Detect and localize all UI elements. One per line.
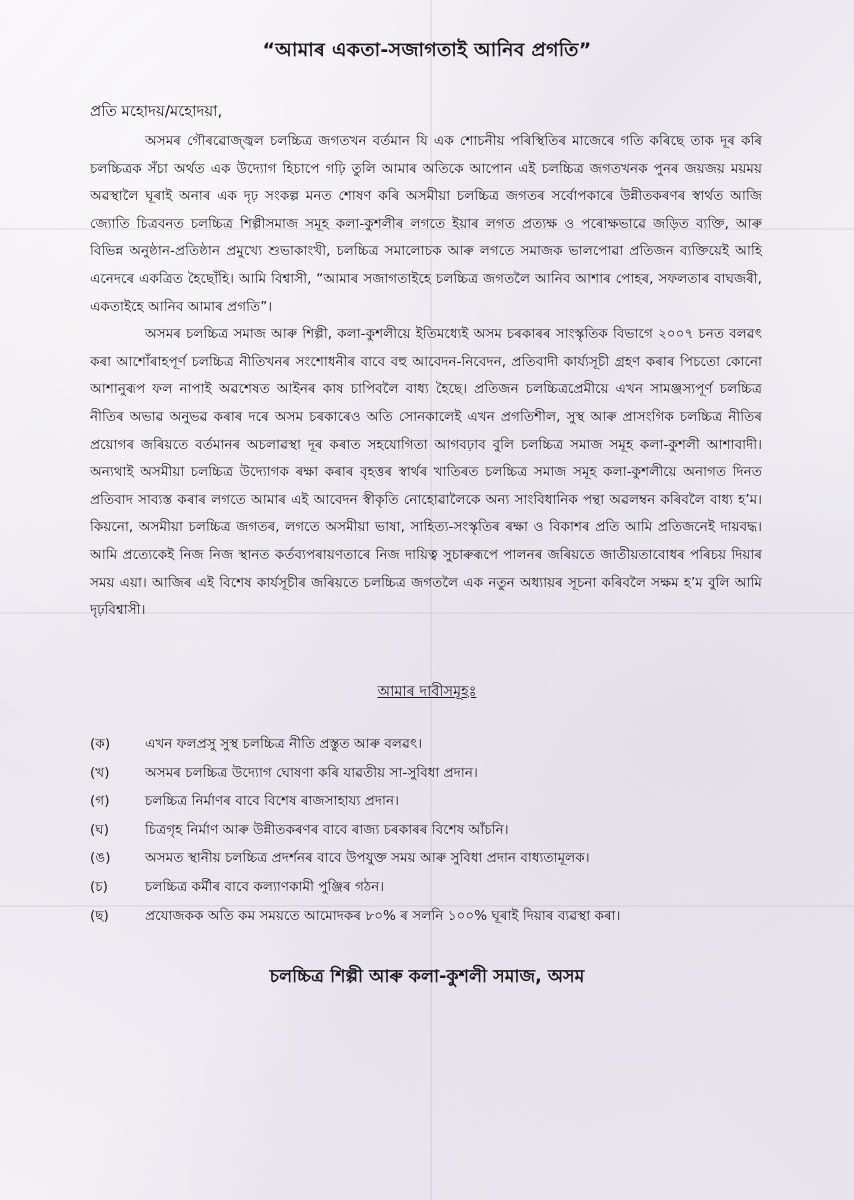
demand-text: প্ৰযোজকক অতি কম সময়তে আমোদকৰ ৮০% ৰ সলনি ১০০% ঘূৰাই দিয়াৰ ব্যৱস্থা কৰা।	[145, 907, 621, 924]
letter-body	[90, 128, 762, 625]
demand-item	[90, 902, 790, 931]
demand-marker: (খ)	[90, 764, 110, 781]
demand-marker: (গ)	[90, 793, 110, 810]
body-paragraph: অসমৰ চলচ্চিত্ৰ সমাজ আৰু শিল্পী, কলা-কুশলীয়ে ইতিমধ্যেই অসম চৰকাৰৰ সাংস্কৃতিক বিভাগে ২০০৭ চনত বলৱৎ কৰা আশোঁৰাহপূৰ্ণ চলচ্চিত্ৰ নীতিখনৰ সংশোধনীৰ বাবে বহু আবেদন-নিবেদন, প্ৰতিবাদী কাৰ্য্যসূচী গ্ৰহণ কৰাৰ পিচতো কোনো আশানুৰূপ ফল নাপাই অৱশেষত আইনৰ কাষ চাপিবলৈ বাধ্য হৈছে। প্ৰতিজন চলচ্চিত্ৰপ্ৰেমীয়ে এখন সামঞ্জস্যপূৰ্ণ চলচ্চিত্ৰ নীতিৰ অভাৱ অনুভৱ কৰাৰ দৰে অসম চৰকাৰেও অতি সোনকালেই এখন প্ৰগতিশীল, সুস্থ আৰু প্ৰাসংগিক চলচ্চিত্ৰ নীতিৰ প্ৰয়োগৰ জৰিয়তে বৰ্তমানৰ অচলাৱস্থা দূৰ কৰাত সহযোগিতা আগবঢ়াব বুলি চলচ্চিত্ৰ সমাজ সমূহ কলা-কুশলী আশাবাদী। অন্যথাই অসমীয়া চলচ্চিত্ৰ উদ্যোগক ৰক্ষা কৰাৰ বৃহত্তৰ স্বাৰ্থৰ খাতিৰত চলচ্চিত্ৰ সমাজ সমূহ কলা-কুশলীয়ে অনাগত দিনত প্ৰতিবাদ সাব্যস্ত কৰাৰ লগতে আমাৰ এই আবেদন স্বীকৃতি নোহোৱালৈকে অন্য সাংবিধানিক পন্থা অৱলম্বন কৰিবলৈ বাধ্য হ’ম। কিয়নো, অসমীয়া চলচ্চিত্ৰ জগতৰ, লগতে অসমীয়া ভাষা, সাহিত্য-সংস্কৃতিৰ ৰক্ষা ও বিকাশৰ প্ৰতি আমি প্ৰতিজনেই দায়বদ্ধ। আমি প্ৰত্যেকেই নিজ নিজ স্থানত কৰ্তব্যপৰায়ণতাৰে নিজ দায়িত্ব সুচাৰুৰূপে পালনৰ জৰিয়তে জাতীয়তাবোধৰ পৰিচয় দিয়াৰ সময় এয়া। আজিৰ এই বিশেষ কাৰ্যসূচীৰ জৰিয়তে চলচ্চিত্ৰ জগতলৈ এক নতুন অধ্যায়ৰ সূচনা কৰিবলৈ সক্ষম হ’ম বুলি আমি দৃঢ়বিশ্বাসী।	[90, 326, 762, 619]
demand-item	[90, 816, 790, 845]
demand-text: চলচ্চিত্ৰ কৰ্মীৰ বাবে কল্যাণকামী পুঞ্জিৰ গঠন।	[145, 878, 385, 895]
demand-text: অসমৰ চলচ্চিত্ৰ উদ্যোগ ঘোষণা কৰি যাৱতীয় সা-সুবিধা প্ৰদান।	[145, 764, 478, 781]
demand-item	[90, 844, 790, 873]
demand-text: চলচ্চিত্ৰ নিৰ্মাণৰ বাবে বিশেষ ৰাজসাহায্য প্ৰদান।	[145, 793, 399, 810]
demand-marker: (ঙ)	[90, 850, 111, 867]
demand-item	[90, 787, 790, 816]
demand-text: অসমত স্থানীয় চলচ্চিত্ৰ প্ৰদৰ্শনৰ বাবে উপযুক্ত সময় আৰু সুবিধা প্ৰদান বাধ্যতামূলক।	[145, 850, 590, 867]
demands-list	[90, 730, 790, 930]
demand-item	[90, 873, 790, 902]
body-paragraph: অসমৰ গৌৰৱোজ্জ্বল চলচ্চিত্ৰ জগতখন বৰ্তমান যি এক শোচনীয় পৰিস্থিতিৰ মাজেৰে গতি কৰিছে তাক দূৰ কৰি চলচ্চিত্ৰক সঁচা অৰ্থত এক উদ্যোগ হিচাপে গঢ়ি তুলি আমাৰ অতিকে আপোন এই চলচ্চিত্ৰ জগতখনক পুনৰ জয়জয় ময়ময় অৱস্থালৈ ঘূৰাই অনাৰ এক দৃঢ় সংকল্প মনত শোষণ কৰি অসমীয়া চলচ্চিত্ৰ জগতৰ সৰ্বোপকাৰে উন্নীতকৰণৰ স্বাৰ্থত আজি জ্যোতি চিত্ৰবনত চলচ্চিত্ৰ শিল্পীসমাজ সমূহ কলা-কুশলীৰ লগতে ইয়াৰ লগত প্ৰত্যক্ষ ও পৰোক্ষভাৱে জড়িত ব্যক্তি, আৰু বিভিন্ন অনুষ্ঠান-প্ৰতিষ্ঠান প্ৰমুখ্যে শুভাকাংখী, চলচ্চিত্ৰ সমালোচক আৰু লগতে সমাজক ভালপোৱা প্ৰতিজন ব্যক্তিয়েই আহি এনেদৰে একত্ৰিত হৈছোঁহি। আমি বিশ্বাসী, “আমাৰ সজাগতাইহে চলচ্চিত্ৰ জগতলৈ আনিব আশাৰ পোহৰ, সফলতাৰ বাঘজৰী, একতাইহে আনিব আমাৰ প্ৰগতি”।	[90, 133, 762, 315]
salutation: প্ৰতি মহোদয়/মহোদয়া,	[90, 102, 223, 120]
demand-item	[90, 759, 790, 788]
demand-item	[90, 730, 790, 759]
demand-marker: (ছ)	[90, 907, 109, 924]
demand-text: চিত্ৰগৃহ নিৰ্মাণ আৰু উন্নীতকৰণৰ বাবে ৰাজ্য চৰকাৰৰ বিশেষ আঁচনি।	[145, 821, 509, 838]
demand-marker: (ঘ)	[90, 821, 110, 838]
signature-organization: চলচ্চিত্ৰ শিল্পী আৰু কলা-কুশলী সমাজ, অসম	[269, 967, 585, 987]
demand-text: এখন ফলপ্ৰসু সুস্থ চলচ্চিত্ৰ নীতি প্ৰস্তুত আৰু বলৱৎ।	[145, 736, 423, 752]
demands-heading: আমাৰ দাবীসমূহঃ	[377, 684, 477, 700]
demand-marker: (ক)	[90, 736, 111, 752]
letter-title: “আমাৰ একতা-সজাগতাই আনিব প্ৰগতি”	[262, 39, 592, 61]
demand-marker: (চ)	[90, 878, 108, 895]
